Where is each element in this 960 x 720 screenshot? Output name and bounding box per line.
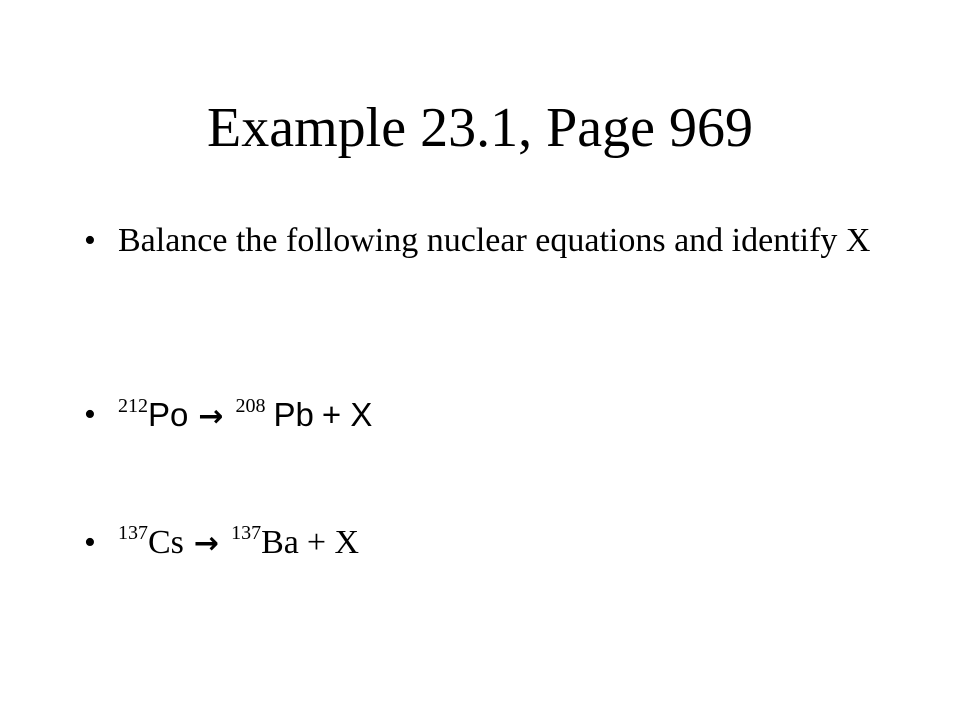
slide-title: Example 23.1, Page 969 [207, 97, 753, 159]
product-mass-number: 208 [235, 395, 266, 417]
bullet-dot-icon: • [84, 396, 96, 433]
bullet-equation-cesium [84, 524, 359, 566]
bullet-dot-icon: • [84, 222, 96, 259]
reactant-symbol: Cs [148, 524, 184, 561]
bullet-equation-polonium [84, 396, 372, 439]
product-symbol: Pb [273, 396, 314, 433]
bullet-intro [84, 222, 908, 260]
plus-unknown: + X [321, 396, 373, 433]
reactant-mass-number: 137 [118, 522, 148, 544]
bullet-dot-icon: • [84, 524, 96, 561]
reactant-mass-number: 212 [118, 395, 148, 417]
product-mass-number: 137 [231, 522, 262, 544]
reactant-symbol: Po [148, 396, 189, 433]
right-arrow-icon: → [193, 526, 220, 561]
product-symbol: Ba [261, 524, 299, 561]
intro-text: Balance the following nuclear equations and identify X [118, 222, 871, 259]
right-arrow-icon: → [198, 399, 224, 434]
plus-unknown: + X [306, 524, 360, 561]
